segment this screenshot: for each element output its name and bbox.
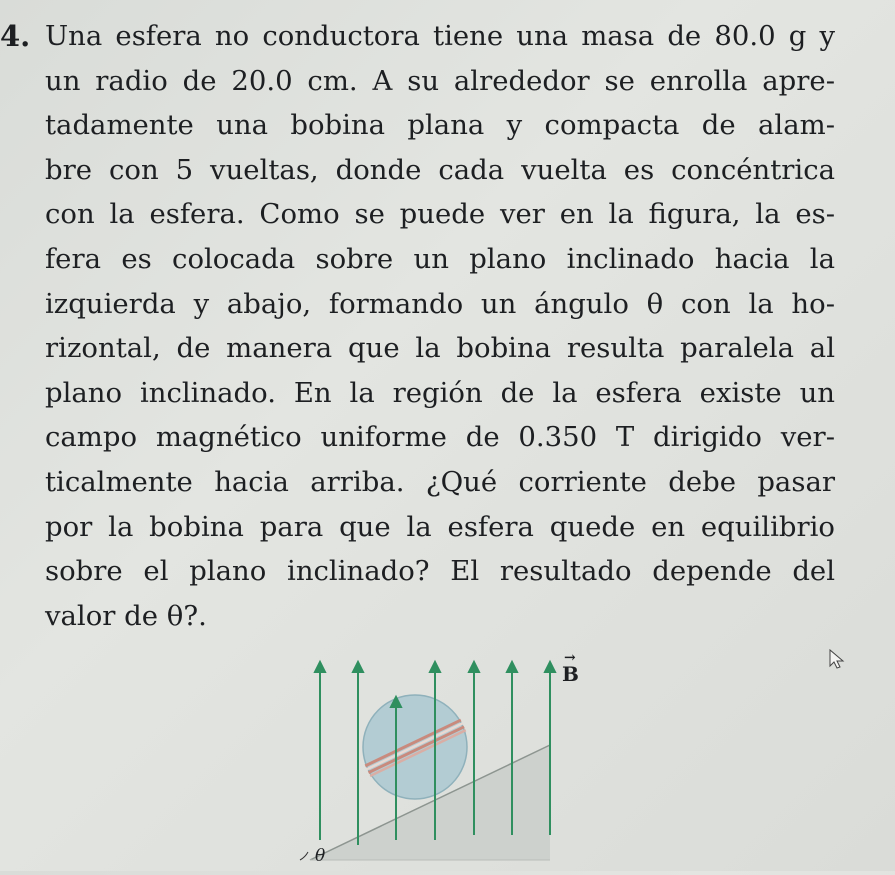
angle-arc — [300, 852, 308, 860]
problem-number: 4. — [0, 19, 31, 53]
problem-text — [45, 14, 835, 638]
text-line: ticalmente hacia arriba. ¿Qué corriente debe pasar — [45, 465, 835, 498]
text-line: con la esfera. Como se puede ver en la figura, la es- — [45, 198, 835, 231]
text-line: bre con 5 vueltas, donde cada vuelta es concéntrica — [45, 153, 835, 186]
text-line: fera es colocada sobre un plano inclinado hacia la — [45, 242, 835, 275]
angle-label: θ — [315, 846, 326, 866]
text-line: sobre el plano inclinado? El resultado depende del — [45, 555, 835, 588]
vector-arrow-icon: → — [564, 650, 576, 666]
field-label: → B — [562, 650, 579, 686]
inclined-plane-figure — [240, 650, 620, 871]
text-line: rizontal, de manera que la bobina resulta paralela al — [45, 332, 835, 365]
text-line: plano inclinado. En la región de la esfera existe un — [45, 376, 835, 409]
text-line: campo magnético uniforme de 0.350 T dirigido ver- — [45, 421, 835, 454]
text-line: valor de θ?. — [45, 599, 207, 632]
text-line: por la bobina para que la esfera quede en equilibrio — [45, 510, 835, 543]
text-line: Una esfera no conductora tiene una masa de 80.0 g y — [45, 20, 835, 52]
text-line: izquierda y abajo, formando un ángulo θ con la ho- — [45, 287, 835, 320]
text-line: un radio de 20.0 cm. A su alrededor se enrolla apre- — [45, 64, 835, 97]
text-line: tadamente una bobina plana y compacta de alam- — [45, 109, 835, 142]
mouse-pointer-icon — [828, 648, 848, 670]
